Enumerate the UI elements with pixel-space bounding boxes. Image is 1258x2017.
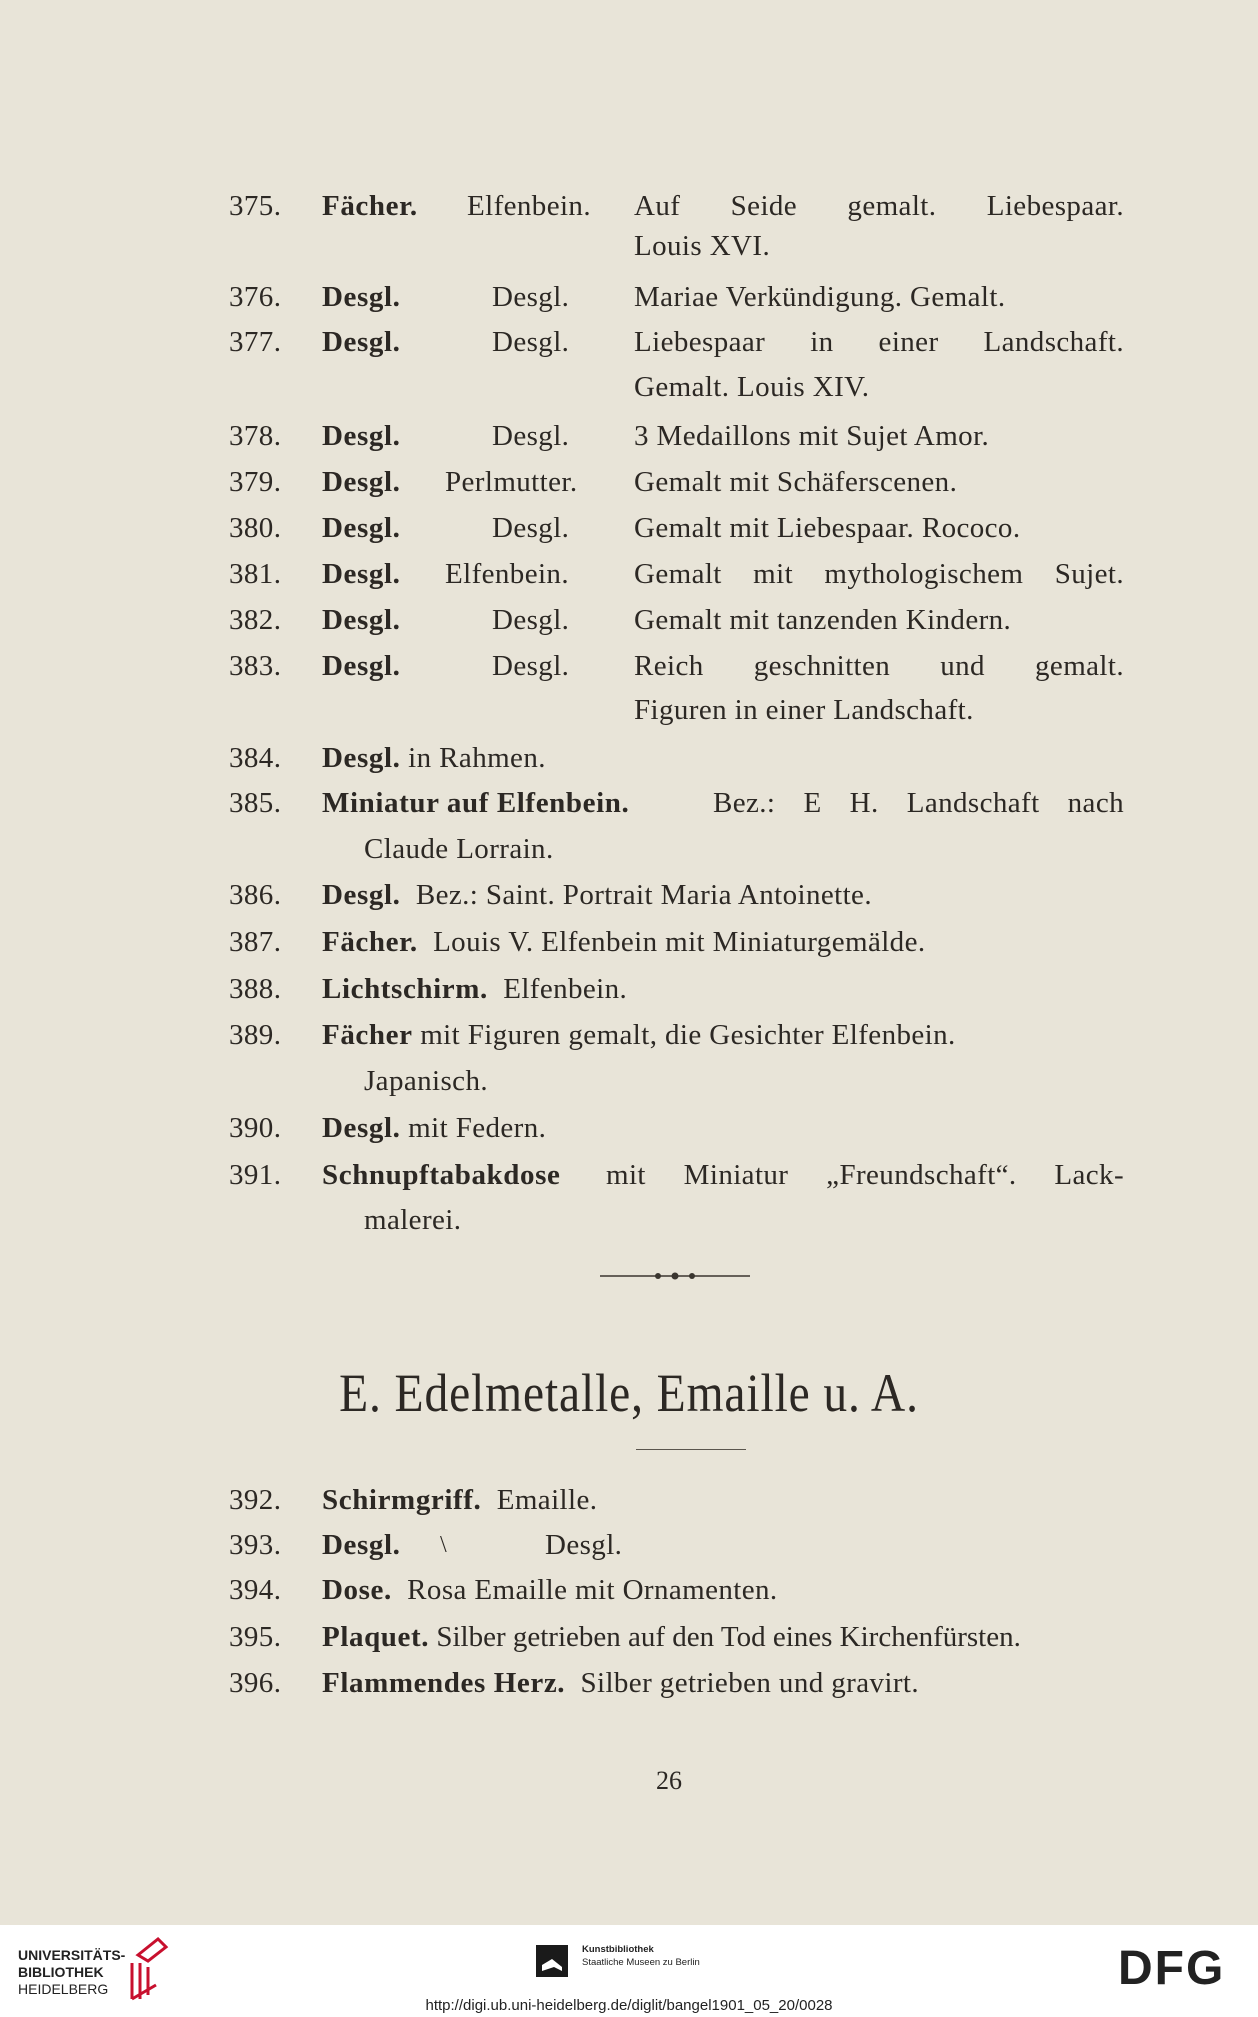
entry-number: 385. [229, 787, 282, 819]
section-heading: E. Edelmetalle, Emaille u. A. [339, 1363, 919, 1423]
entry-description-cont: Louis XVI. [634, 230, 771, 262]
entry-text-cont: Claude Lorrain. [364, 833, 554, 865]
entry-material: Desgl. [492, 326, 570, 358]
entry-text: Rosa Emaille mit Ornamenten. [407, 1574, 778, 1606]
entry-description-cont: Figuren in einer Landschaft. [634, 694, 974, 726]
entry-text: mit Figuren gemalt, die Gesichter Elfenbein. [420, 1019, 956, 1051]
entry-description: Gemalt mit Liebespaar. Rococo. [634, 512, 1021, 544]
entry-number: 383. [229, 650, 282, 682]
entry-title: Fächer. [322, 926, 418, 958]
entry-number: 390. [229, 1112, 282, 1144]
entry-title: Dose. [322, 1574, 392, 1606]
entry-text: Silber getrieben auf den Tod eines Kirchenfürsten. [436, 1621, 1021, 1653]
entry-number: 388. [229, 973, 282, 1005]
entry-number: 386. [229, 879, 282, 911]
heading-rule [636, 1449, 746, 1450]
entry-text: Silber getrieben und gravirt. [580, 1667, 920, 1699]
entry-description: Mariae Verkündigung. Gemalt. [634, 281, 1006, 313]
entry-number: 384. [229, 742, 282, 774]
entry-number: 377. [229, 326, 282, 358]
kb-line2: Staatliche Museen zu Berlin [582, 1957, 700, 1968]
entry-title: Lichtschirm. [322, 973, 488, 1005]
kb-line1: Kunstbibliothek [582, 1944, 654, 1955]
entry-number: 389. [229, 1019, 282, 1051]
entry-text: Bez.: E H. Landschaft nach [713, 787, 1124, 819]
entry-text: mit Miniatur „Freundschaft“. Lack- [606, 1159, 1124, 1191]
entry-text-cont: malerei. [364, 1204, 462, 1236]
entry-number: 380. [229, 512, 282, 544]
entry-number: 378. [229, 420, 282, 452]
ub-line3: HEIDELBERG [18, 1981, 109, 1997]
entry-text: Desgl. [545, 1529, 623, 1561]
entry-text: Emaille. [496, 1484, 598, 1516]
ub-heidelberg-logo-icon[interactable] [128, 1933, 176, 2003]
entry-material: Elfenbein. [445, 558, 569, 590]
entry-material: Desgl. [492, 650, 570, 682]
entry-description: Auf Seide gemalt. Liebespaar. [634, 190, 1124, 222]
entry-text: Bez.: Saint. Portrait Maria Antoinette. [415, 879, 872, 911]
entry-number: 382. [229, 604, 282, 636]
entry-title: Desgl. [322, 281, 401, 313]
page-number: 26 [656, 1766, 682, 1795]
entry-title: Desgl. [322, 512, 401, 544]
entry-material: Desgl. [492, 281, 570, 313]
entry-number: 375. [229, 190, 282, 222]
entry-number: 392. [229, 1484, 282, 1516]
entry-material: Desgl. [492, 420, 570, 452]
ornament-divider [600, 1271, 750, 1281]
kunstbibliothek-logo-icon[interactable] [536, 1945, 568, 1977]
entry-number: 394. [229, 1574, 282, 1606]
source-url-link[interactable]: http://digi.ub.uni-heidelberg.de/diglit/bangel1901_05_20/0028 [425, 1997, 833, 2014]
stray-mark: \ [440, 1532, 448, 1558]
entry-title: Desgl. [322, 742, 401, 774]
ub-heidelberg-text[interactable] [18, 1947, 125, 1998]
entry-number: 395. [229, 1621, 282, 1653]
entry-description: Gemalt mit Schäferscenen. [634, 466, 958, 498]
entry-number: 381. [229, 558, 282, 590]
entry-number: 379. [229, 466, 282, 498]
entry-material: Desgl. [492, 604, 570, 636]
entry-number: 387. [229, 926, 282, 958]
entry-title: Desgl. [322, 879, 401, 911]
entry-material: Perlmutter. [445, 466, 578, 498]
entry-title: Desgl. [322, 466, 401, 498]
entry-text-cont: Japanisch. [364, 1065, 488, 1097]
entry-description: Gemalt mit tanzenden Kindern. [634, 604, 1012, 636]
entry-description: Reich geschnitten und gemalt. [634, 650, 1124, 682]
entry-material: Desgl. [492, 512, 570, 544]
entry-number: 391. [229, 1159, 282, 1191]
entry-material: Elfenbein. [467, 190, 591, 222]
entry-description: 3 Medaillons mit Sujet Amor. [634, 420, 990, 452]
entry-title: Miniatur auf Elfenbein. [322, 787, 630, 819]
entry-text: Elfenbein. [503, 973, 628, 1005]
entry-title: Flammendes Herz. [322, 1667, 566, 1699]
entry-text: in Rahmen. [408, 742, 546, 774]
kunstbibliothek-text [582, 1943, 700, 1969]
entry-title: Desgl. [322, 1112, 401, 1144]
entry-title: Desgl. [322, 558, 401, 590]
entry-title: Plaquet. [322, 1621, 430, 1653]
entry-title: Desgl. [322, 650, 401, 682]
entry-description: Liebespaar in einer Landschaft. [634, 326, 1124, 358]
dfg-logo[interactable]: DFG [1118, 1942, 1226, 1995]
entry-text: Louis V. Elfenbein mit Miniaturgemälde. [433, 926, 926, 958]
entry-number: 393. [229, 1529, 282, 1561]
entry-description: Gemalt mit mythologischem Sujet. [634, 558, 1124, 590]
entry-title: Schirmgriff. [322, 1484, 482, 1516]
entry-title: Desgl. [322, 326, 401, 358]
entry-number: 376. [229, 281, 282, 313]
ub-line2: BIBLIOTHEK [18, 1964, 104, 1980]
entry-title: Fächer [322, 1019, 413, 1051]
entry-title: Schnupftabakdose [322, 1159, 561, 1191]
entry-title: Desgl. [322, 604, 401, 636]
entry-number: 396. [229, 1667, 282, 1699]
entry-title: Desgl. [322, 420, 401, 452]
entry-description-cont: Gemalt. Louis XIV. [634, 371, 870, 403]
entry-text: mit Federn. [408, 1112, 547, 1144]
entry-title: Desgl. [322, 1529, 401, 1561]
ub-line1: UNIVERSITÄTS- [18, 1947, 126, 1963]
footer-bar [0, 1925, 1258, 2017]
entry-title: Fächer. [322, 190, 418, 222]
